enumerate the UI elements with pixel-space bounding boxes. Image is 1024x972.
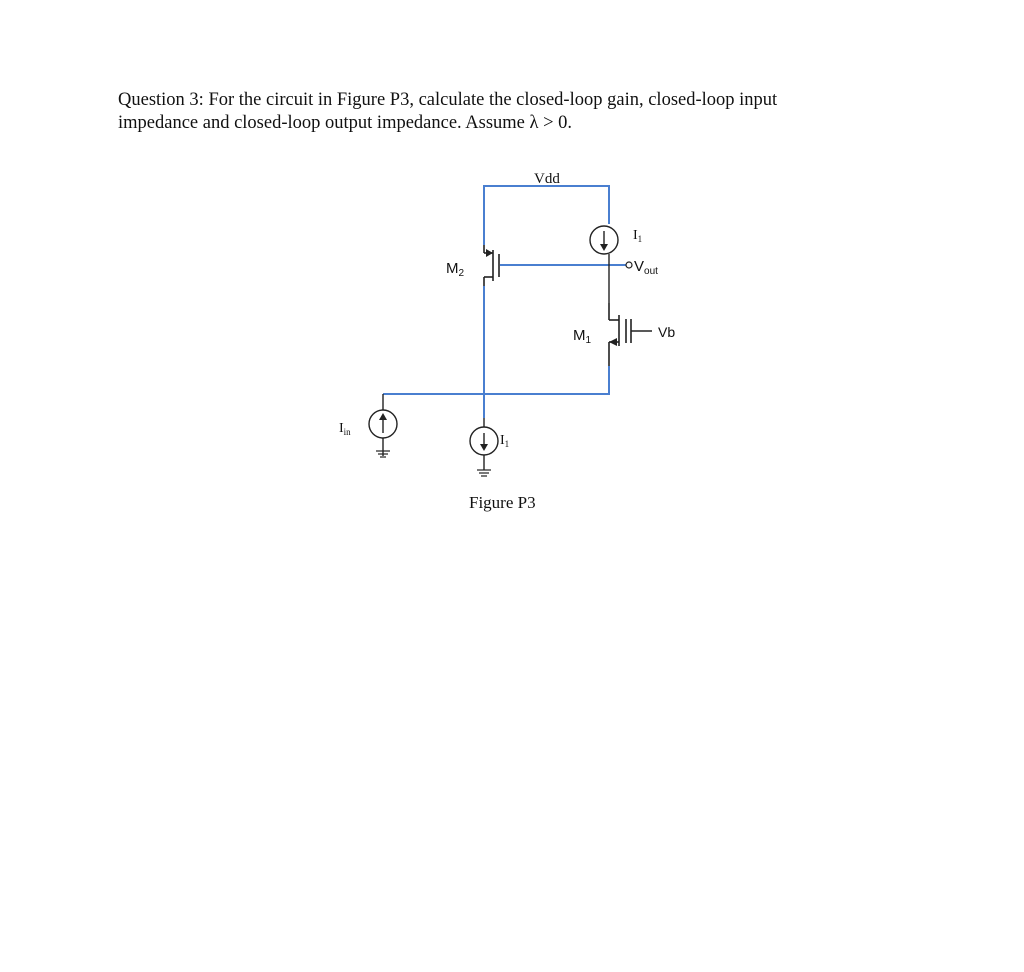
vb-label: Vb [658,324,676,340]
vout-terminal [626,262,632,268]
transistor-m2 [484,245,499,286]
vout-label: $V_{out}$ [634,258,658,277]
transistor-m1 [609,303,652,366]
question-line-1: Question 3: For the circuit in Figure P3, calculate the closed-loop gain, closed-loop input [118,90,778,110]
iin-label: $I_{in}$ [339,421,351,437]
circuit-wires [383,186,626,418]
input-node-wire [383,366,609,394]
m1-label: $M_1$ [573,327,592,346]
current-source-i1-bottom [470,427,498,455]
current-source-iin [369,410,397,438]
current-source-i1-top [590,226,618,254]
i1-top-label: $I_1$ [633,228,643,244]
m2-label: $M_2$ [446,260,465,279]
i1-bottom-label: $I_1$ [500,433,510,449]
vdd-label: Vdd [534,171,560,187]
ground-i1-bottom [477,470,491,476]
question-line-2: impedance and closed-loop output impedance. Assume λ > 0. [118,113,573,133]
figure-caption: Figure P3 [469,493,536,512]
